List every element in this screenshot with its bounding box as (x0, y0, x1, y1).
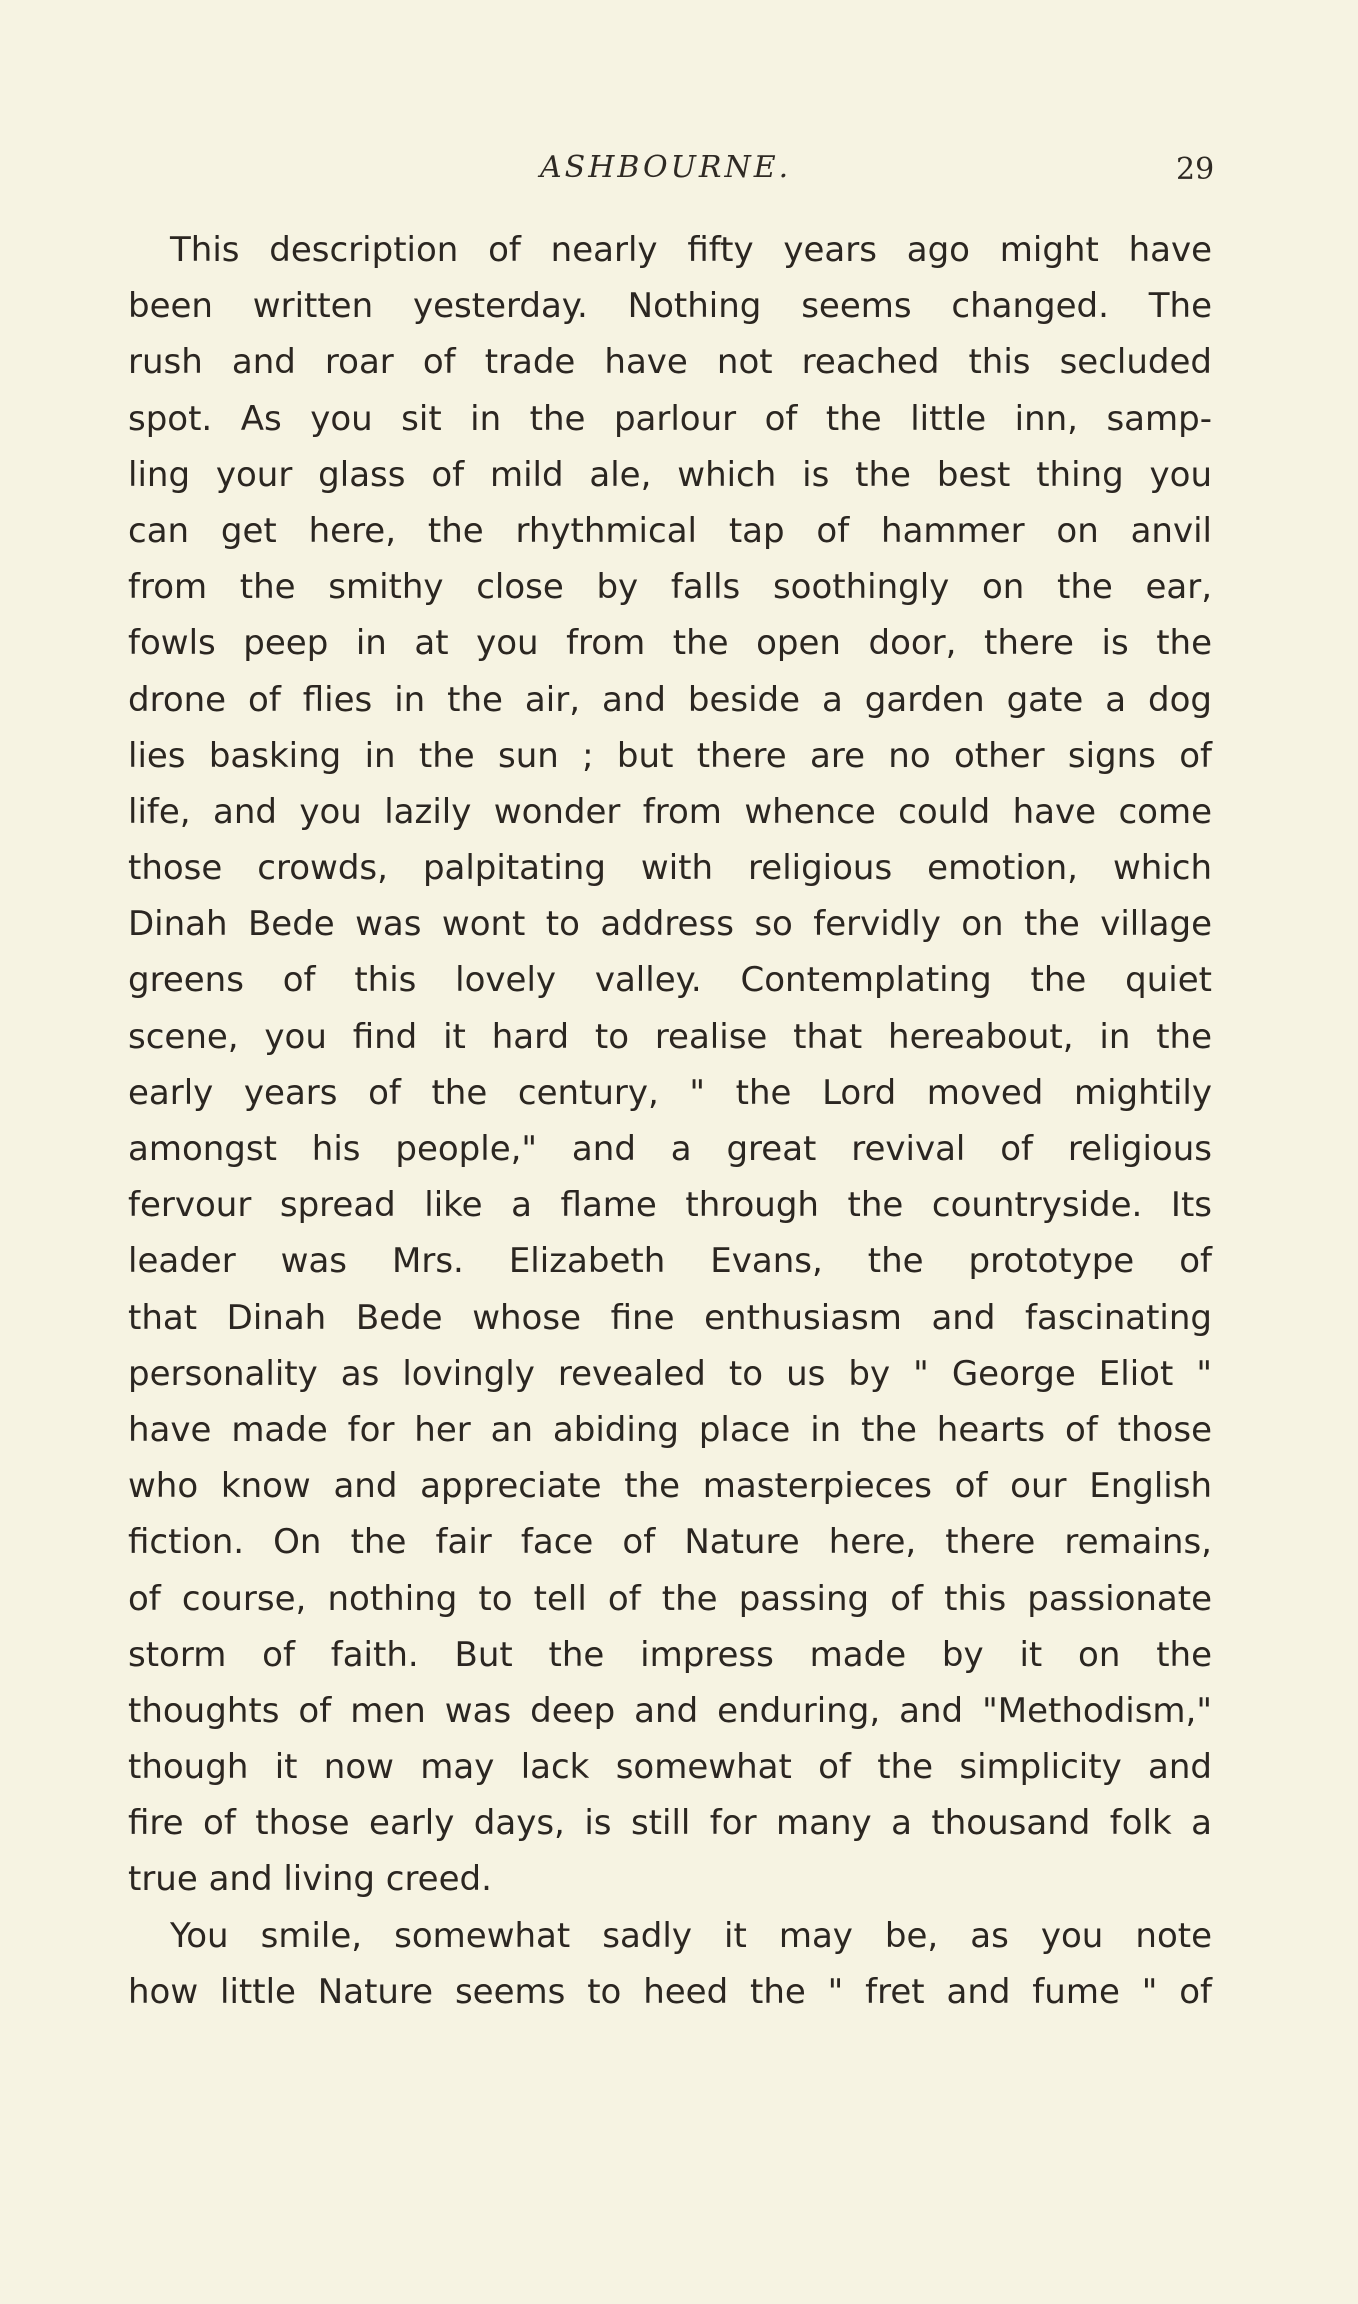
text-line: storm of faith. But the impress made by it on the (128, 1634, 1212, 1675)
text-line: fiction. On the fair face of Nature here, there remains, (128, 1522, 1212, 1563)
text-line: though it now may lack somewhat of the simplicity and (128, 1747, 1212, 1788)
running-header (0, 150, 1358, 190)
text-line: that Dinah Bede whose fine enthusiasm and fascinating (128, 1297, 1212, 1338)
text-line: life, and you lazily wonder from whence could have come (128, 791, 1212, 832)
text-line: ling your glass of mild ale, which is the best thing you (128, 454, 1212, 495)
text-line: fervour spread like a flame through the countryside. Its (128, 1185, 1212, 1226)
text-line: early years of the century, " the Lord moved mightily (128, 1072, 1212, 1113)
paragraph-1 (128, 222, 1212, 1908)
text-line: have made for her an abiding place in the hearts of those (128, 1409, 1212, 1450)
text-line: This description of nearly fifty years ago might have (170, 230, 1212, 270)
text-line: spot. As you sit in the parlour of the little inn, samp- (128, 398, 1212, 439)
paragraph-2 (128, 1908, 1212, 2020)
text-line: greens of this lovely valley. Contemplating the quiet (128, 960, 1212, 1001)
text-line: those crowds, palpitating with religious emotion, which (128, 848, 1212, 889)
text-line: leader was Mrs. Elizabeth Evans, the prototype of (128, 1241, 1212, 1282)
text-line: can get here, the rhythmical tap of hammer on anvil (128, 510, 1212, 551)
text-line: personality as lovingly revealed to us by " George Eliot " (128, 1353, 1212, 1394)
text-line: how little Nature seems to heed the " fret and fume " of (128, 1971, 1212, 2012)
text-line: scene, you find it hard to realise that hereabout, in the (128, 1016, 1212, 1057)
running-title: ASHBOURNE. (540, 150, 792, 185)
body-text (128, 222, 1212, 2020)
text-line: of course, nothing to tell of the passing of this passionate (128, 1578, 1212, 1619)
text-line: from the smithy close by falls soothingly on the ear, (128, 567, 1212, 608)
page-number: 29 (1176, 152, 1215, 187)
text-line: amongst his people," and a great revival of religious (128, 1129, 1212, 1169)
text-line: fire of those early days, is still for many a thousand folk a (128, 1803, 1212, 1844)
text-line: thoughts of men was deep and enduring, and "Methodism," (128, 1690, 1212, 1731)
text-line: who know and appreciate the masterpieces of our English (128, 1466, 1212, 1507)
text-line: Dinah Bede was wont to address so fervidly on the village (128, 904, 1212, 945)
text-line: lies basking in the sun ; but there are no other signs of (128, 735, 1212, 776)
text-line: been written yesterday. Nothing seems changed. The (128, 286, 1212, 327)
text-line: true and living creed. (128, 1859, 492, 1900)
text-line: rush and roar of trade have not reached this secluded (128, 342, 1212, 383)
text-line: fowls peep in at you from the open door, there is the (128, 623, 1212, 664)
text-line: drone of flies in the air, and beside a garden gate a dog (128, 679, 1212, 720)
text-line: You smile, somewhat sadly it may be, as you note (170, 1915, 1212, 1956)
